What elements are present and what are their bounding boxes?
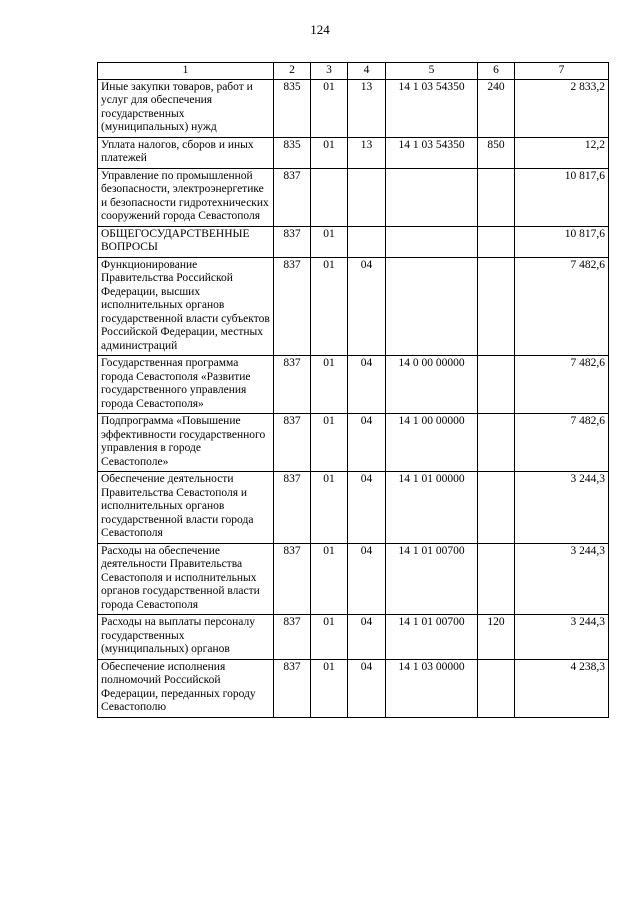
row-name-cell: Государственная программа города Севастополя «Развитие государственного управления города Севастополя» bbox=[98, 356, 274, 414]
section-cell: 01 bbox=[311, 615, 348, 660]
section-cell: 01 bbox=[311, 472, 348, 544]
dept-code-cell: 837 bbox=[274, 414, 311, 472]
expense-type-cell bbox=[478, 168, 515, 226]
dept-code-cell: 837 bbox=[274, 168, 311, 226]
header-cell: 2 bbox=[274, 63, 311, 80]
amount-cell: 10 817,6 bbox=[515, 168, 609, 226]
row-name-cell: Подпрограмма «Повышение эффективности государственного управления в городе Севастополе» bbox=[98, 414, 274, 472]
row-name-cell: Обеспечение деятельности Правительства Севастополя и исполнительных органов государственной власти города Севастополя bbox=[98, 472, 274, 544]
amount-cell: 7 482,6 bbox=[515, 414, 609, 472]
section-cell: 01 bbox=[311, 137, 348, 168]
dept-code-cell: 837 bbox=[274, 356, 311, 414]
header-cell: 3 bbox=[311, 63, 348, 80]
budget-table bbox=[97, 62, 609, 718]
target-article-cell bbox=[386, 168, 478, 226]
dept-code-cell: 837 bbox=[274, 472, 311, 544]
dept-code-cell: 835 bbox=[274, 79, 311, 137]
header-cell: 1 bbox=[98, 63, 274, 80]
expense-type-cell bbox=[478, 257, 515, 356]
header-cell: 7 bbox=[515, 63, 609, 80]
target-article-cell: 14 1 01 00700 bbox=[386, 543, 478, 615]
expense-type-cell bbox=[478, 226, 515, 257]
subsection-cell bbox=[348, 226, 386, 257]
subsection-cell: 04 bbox=[348, 659, 386, 717]
target-article-cell bbox=[386, 226, 478, 257]
table-row bbox=[98, 257, 609, 356]
amount-cell: 3 244,3 bbox=[515, 615, 609, 660]
table-row bbox=[98, 356, 609, 414]
header-cell: 6 bbox=[478, 63, 515, 80]
subsection-cell: 04 bbox=[348, 257, 386, 356]
target-article-cell bbox=[386, 257, 478, 356]
target-article-cell: 14 1 00 00000 bbox=[386, 414, 478, 472]
subsection-cell: 04 bbox=[348, 615, 386, 660]
subsection-cell: 04 bbox=[348, 356, 386, 414]
row-name-cell: Расходы на выплаты персоналу государственных (муниципальных) органов bbox=[98, 615, 274, 660]
section-cell: 01 bbox=[311, 79, 348, 137]
subsection-cell: 04 bbox=[348, 414, 386, 472]
page-number: 124 bbox=[310, 22, 330, 37]
expense-type-cell bbox=[478, 356, 515, 414]
dept-code-cell: 837 bbox=[274, 257, 311, 356]
subsection-cell: 13 bbox=[348, 79, 386, 137]
table-row bbox=[98, 615, 609, 660]
subsection-cell: 13 bbox=[348, 137, 386, 168]
section-cell: 01 bbox=[311, 659, 348, 717]
amount-cell: 12,2 bbox=[515, 137, 609, 168]
expense-type-cell: 850 bbox=[478, 137, 515, 168]
row-name-cell: ОБЩЕГОСУДАРСТВЕННЫЕ ВОПРОСЫ bbox=[98, 226, 274, 257]
dept-code-cell: 837 bbox=[274, 615, 311, 660]
header-cell: 4 bbox=[348, 63, 386, 80]
expense-type-cell bbox=[478, 472, 515, 544]
row-name-cell: Уплата налогов, сборов и иных платежей bbox=[98, 137, 274, 168]
dept-code-cell: 837 bbox=[274, 543, 311, 615]
target-article-cell: 14 1 03 00000 bbox=[386, 659, 478, 717]
row-name-cell: Иные закупки товаров, работ и услуг для обеспечения государственных (муниципальных) нужд bbox=[98, 79, 274, 137]
row-name-cell: Расходы на обеспечение деятельности Правительства Севастополя и исполнительных органов государственной власти города Севастополя bbox=[98, 543, 274, 615]
section-cell bbox=[311, 168, 348, 226]
table-row bbox=[98, 137, 609, 168]
row-name-cell: Обеспечение исполнения полномочий Российской Федерации, переданных городу Севастополю bbox=[98, 659, 274, 717]
section-cell: 01 bbox=[311, 356, 348, 414]
table-row bbox=[98, 79, 609, 137]
table-row bbox=[98, 543, 609, 615]
header-cell: 5 bbox=[386, 63, 478, 80]
amount-cell: 7 482,6 bbox=[515, 356, 609, 414]
section-cell: 01 bbox=[311, 226, 348, 257]
table-row bbox=[98, 226, 609, 257]
amount-cell: 7 482,6 bbox=[515, 257, 609, 356]
row-name-cell: Функционирование Правительства Российской Федерации, высших исполнительных органов государственной власти субъектов Российской Федерации, местных администраций bbox=[98, 257, 274, 356]
section-cell: 01 bbox=[311, 543, 348, 615]
target-article-cell: 14 1 01 00700 bbox=[386, 615, 478, 660]
section-cell: 01 bbox=[311, 257, 348, 356]
target-article-cell: 14 1 03 54350 bbox=[386, 137, 478, 168]
expense-type-cell: 120 bbox=[478, 615, 515, 660]
subsection-cell bbox=[348, 168, 386, 226]
table-row bbox=[98, 472, 609, 544]
amount-cell: 3 244,3 bbox=[515, 472, 609, 544]
table-row bbox=[98, 414, 609, 472]
dept-code-cell: 837 bbox=[274, 659, 311, 717]
target-article-cell: 14 1 03 54350 bbox=[386, 79, 478, 137]
amount-cell: 3 244,3 bbox=[515, 543, 609, 615]
expense-type-cell bbox=[478, 543, 515, 615]
expense-type-cell bbox=[478, 659, 515, 717]
target-article-cell: 14 0 00 00000 bbox=[386, 356, 478, 414]
table-row bbox=[98, 168, 609, 226]
dept-code-cell: 835 bbox=[274, 137, 311, 168]
row-name-cell: Управление по промышленной безопасности, электроэнергетике и безопасности гидротехнических сооружений города Севастополя bbox=[98, 168, 274, 226]
expense-type-cell: 240 bbox=[478, 79, 515, 137]
amount-cell: 10 817,6 bbox=[515, 226, 609, 257]
target-article-cell: 14 1 01 00000 bbox=[386, 472, 478, 544]
subsection-cell: 04 bbox=[348, 472, 386, 544]
subsection-cell: 04 bbox=[348, 543, 386, 615]
section-cell: 01 bbox=[311, 414, 348, 472]
expense-type-cell bbox=[478, 414, 515, 472]
table-row bbox=[98, 659, 609, 717]
amount-cell: 2 833,2 bbox=[515, 79, 609, 137]
dept-code-cell: 837 bbox=[274, 226, 311, 257]
header-row bbox=[98, 63, 609, 80]
amount-cell: 4 238,3 bbox=[515, 659, 609, 717]
